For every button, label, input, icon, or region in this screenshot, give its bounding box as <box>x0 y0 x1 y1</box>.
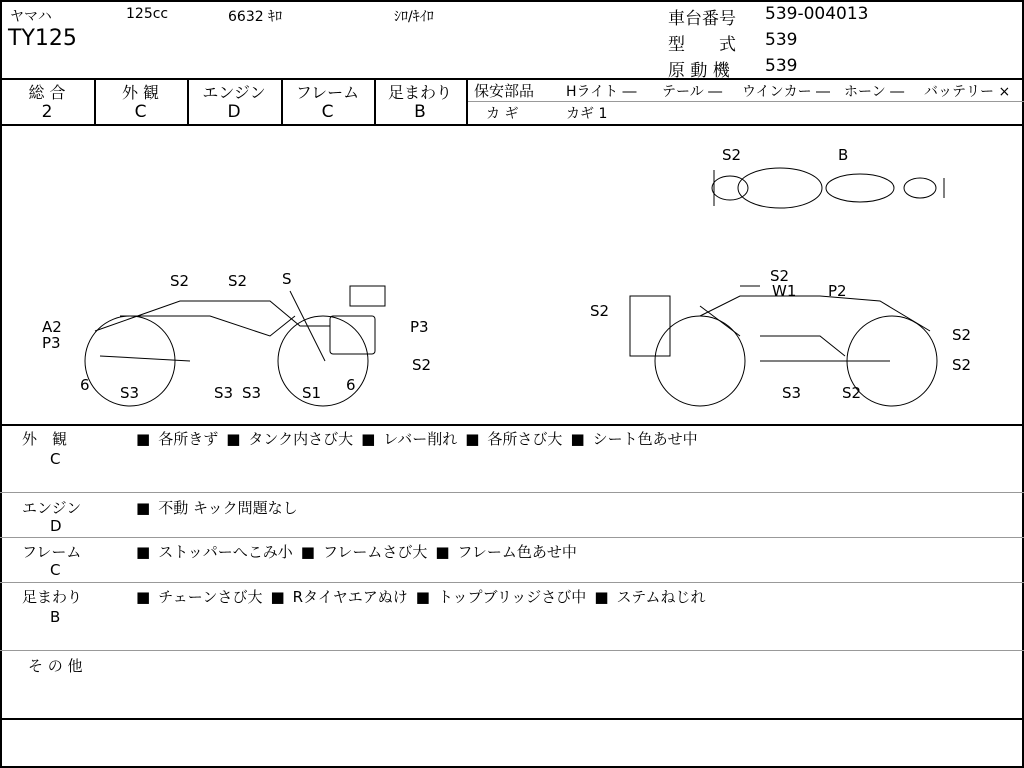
engine-notes-label: エンジン <box>22 499 82 517</box>
bullet-icon: ■ <box>465 429 480 448</box>
bullet-icon: ■ <box>270 587 285 606</box>
note-item: フレーム色あせ中 <box>457 543 577 561</box>
note-item: 各所さび大 <box>487 430 563 448</box>
bullet-icon: ■ <box>361 429 376 448</box>
marker-label: S3 <box>782 384 802 402</box>
bullet-icon: ■ <box>226 429 241 448</box>
marker-label: 6 <box>80 376 90 394</box>
exterior-notes-label: 外 観 <box>22 430 68 448</box>
marker-label: S2 <box>952 356 972 374</box>
safety-item-horn: ホーン ― <box>844 84 905 100</box>
note-item: 各所きず <box>158 430 219 448</box>
motorcycle-damage-diagram <box>0 126 1020 424</box>
engine-type-value: 539 <box>765 56 798 76</box>
overall-grade-value: 2 <box>41 102 53 122</box>
frame-number-label: 車台番号 <box>668 9 736 29</box>
type-value: 539 <box>765 30 798 50</box>
engine-notes-list <box>136 497 298 518</box>
safety-item-battery: バッテリー × <box>924 84 1011 100</box>
overall-grade-label: 総 合 <box>28 83 66 102</box>
bullet-icon: ■ <box>415 587 430 606</box>
marker-label: 6 <box>346 376 356 394</box>
displacement: 125cc <box>126 6 169 22</box>
marker-label: S2 <box>770 267 790 285</box>
marker-label: S <box>282 270 292 288</box>
notes-rule <box>0 650 1024 651</box>
safety-item-headlight: Hライト ― <box>566 84 637 100</box>
color: ｼﾛ/ｷｲﾛ <box>394 9 434 25</box>
marker-label: S2 <box>170 272 190 290</box>
safety-divider <box>468 101 1024 102</box>
engine-grade-value: D <box>227 102 241 122</box>
marker-label: B <box>838 146 849 164</box>
suspension-grade-value: B <box>414 102 426 122</box>
note-item: タンク内さび大 <box>248 430 354 448</box>
notes-bottom-rule <box>0 718 1024 720</box>
marker-label: S3 <box>214 384 234 402</box>
bullet-icon: ■ <box>136 542 151 561</box>
bullet-icon: ■ <box>136 498 151 517</box>
note-item: フレームさび大 <box>322 543 428 561</box>
frame-notes-label: フレーム <box>22 543 82 561</box>
engine-type-label: 原 動 機 <box>668 61 730 81</box>
mileage: 6632 ｷﾛ <box>228 9 283 25</box>
frame-grade-label: フレーム <box>295 83 360 102</box>
note-item: 不動 キック問題なし <box>158 499 298 517</box>
marker-label: S1 <box>302 384 322 402</box>
safety-item-winker: ウインカー ― <box>742 84 831 100</box>
note-item: トップブリッジさび中 <box>437 588 587 606</box>
bullet-icon: ■ <box>136 587 151 606</box>
frame-grade-value: C <box>321 102 334 122</box>
frame-number-value: 539-004013 <box>765 4 869 24</box>
bullet-icon: ■ <box>435 542 450 561</box>
note-item: シート色あせ中 <box>592 430 698 448</box>
notes-top-rule <box>0 424 1024 426</box>
bullet-icon: ■ <box>136 429 151 448</box>
marker-label: P2 <box>828 282 847 300</box>
marker-label: S2 <box>590 302 610 320</box>
suspension-notes-code: B <box>50 608 61 626</box>
notes-rule <box>0 492 1024 493</box>
marker-label: P3 <box>42 334 61 352</box>
exterior-grade-value: C <box>134 102 147 122</box>
engine-notes-code: D <box>50 517 62 535</box>
suspension-notes-label: 足まわり <box>22 588 83 606</box>
note-item: レバー削れ <box>383 430 458 448</box>
marker-label: S2 <box>228 272 248 290</box>
notes-rule <box>0 582 1024 583</box>
note-item: ストッパーへこみ小 <box>158 543 293 561</box>
engine-grade-label: エンジン <box>202 83 266 102</box>
notes-rule <box>0 537 1024 538</box>
note-item: Rタイヤエアぬけ <box>292 588 408 606</box>
note-item: ステムねじれ <box>616 588 706 606</box>
marker-label: S2 <box>842 384 862 402</box>
bullet-icon: ■ <box>570 429 585 448</box>
model-name: TY125 <box>8 26 77 51</box>
note-item: チェーンさび大 <box>158 588 263 606</box>
marker-label: S3 <box>242 384 262 402</box>
safety-parts-title: 保安部品 <box>474 82 535 100</box>
marker-label: S2 <box>412 356 432 374</box>
exterior-notes-code: C <box>50 450 61 468</box>
safety-item-tail: テール ― <box>662 84 723 100</box>
suspension-grade-label: 足まわり <box>387 83 452 102</box>
frame-notes-code: C <box>50 561 61 579</box>
other-notes-label: そ の 他 <box>28 657 83 675</box>
suspension-notes-list <box>136 586 705 607</box>
bullet-icon: ■ <box>594 587 609 606</box>
marker-label: A2 <box>42 318 62 336</box>
key-value: カギ 1 <box>566 106 608 122</box>
marker-label: S2 <box>722 146 742 164</box>
exterior-grade-label: 外 観 <box>121 83 160 102</box>
maker-name: ヤマハ <box>10 9 52 25</box>
frame-notes-list <box>136 541 577 562</box>
marker-label: S3 <box>120 384 140 402</box>
marker-label: W1 <box>772 282 797 300</box>
type-label: 型 式 <box>668 35 736 55</box>
bullet-icon: ■ <box>300 542 315 561</box>
exterior-notes-list <box>136 428 698 449</box>
marker-label: S2 <box>952 326 972 344</box>
damage-markers <box>42 146 971 402</box>
top-view-motorcycle <box>712 168 944 208</box>
key-label: カ ギ <box>486 106 519 122</box>
marker-label: P3 <box>410 318 429 336</box>
